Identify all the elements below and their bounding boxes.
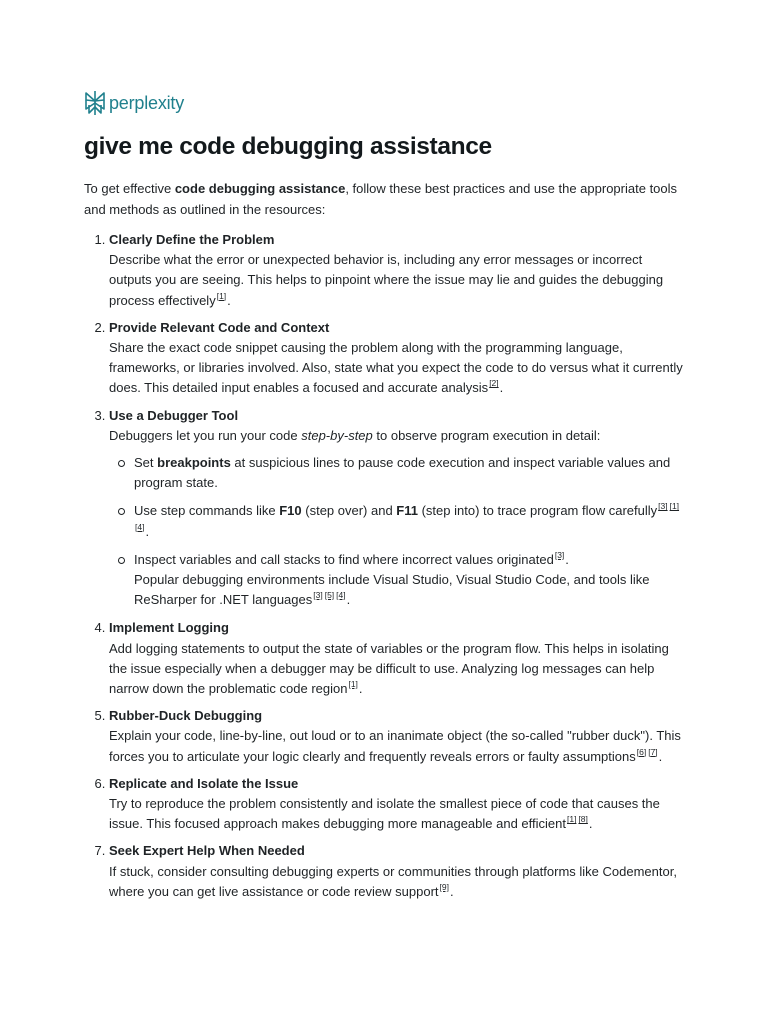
step-end: . (449, 883, 454, 899)
step-text-end: to observe program execution in detail: (372, 427, 601, 443)
intro-paragraph (84, 178, 684, 220)
brand-logo[interactable] (84, 86, 684, 120)
step-title: 4. Implement Logging (109, 620, 229, 636)
step-text: Add logging statements to output the state of variables or the program flow. This helps in isolating the issue especially when a debugger may be difficult to use. Analyzing log messages can help narrow down the problematic code region (109, 640, 669, 697)
bullet-bold: breakpoints (157, 455, 231, 471)
citation-link[interactable]: [4] (336, 590, 346, 601)
bullet-bold: F11 (396, 503, 418, 519)
citation-link[interactable]: [8] (578, 814, 588, 825)
brand-name: perplexity (109, 92, 185, 113)
step-item (109, 406, 684, 611)
step-body (109, 862, 684, 902)
intro-text-end: , follow these best practices and use the appropriate tools and methods as outlined in the resources: (84, 181, 678, 217)
step-body (109, 726, 684, 766)
citation-link[interactable]: [3] (313, 590, 323, 601)
bullet-end: . (145, 523, 150, 539)
citation-link[interactable]: [7] (648, 746, 658, 757)
page-title: give me code debugging assistance (84, 133, 492, 160)
citation-link[interactable]: [1] (216, 290, 227, 301)
step-body (109, 639, 684, 700)
step-text: Share the exact code snippet causing the problem along with the programming language, frameworks, or libraries involved. Also, state what you expect the code to do versus what it currently does. This detailed input enables a focused and accurate analysis (109, 340, 683, 396)
step-item (109, 230, 684, 311)
citation-link[interactable]: [1] (566, 814, 577, 825)
perplexity-logo-icon (84, 90, 106, 116)
steps-list (84, 230, 684, 902)
citation-link[interactable]: [9] (439, 881, 449, 892)
step-end: . (658, 748, 663, 764)
citation-link[interactable]: [3] (658, 501, 668, 512)
step-item (109, 774, 684, 835)
step-body (109, 426, 684, 446)
bullet-item (117, 550, 684, 611)
step-title: 1. Clearly Define the Problem (109, 232, 275, 247)
bullet-item (117, 501, 684, 541)
step-title: 6. Replicate and Isolate the Issue (109, 775, 299, 791)
step-title: 7. Seek Expert Help When Needed (109, 843, 305, 859)
step-item (109, 841, 684, 902)
step-body (109, 338, 684, 399)
intro-bold: code debugging assistance (174, 181, 346, 196)
step-item (109, 318, 684, 399)
step-end: . (588, 816, 593, 832)
bullet-text-mid: (step over) and (301, 503, 397, 519)
step-end: . (499, 380, 504, 396)
bullet-item (117, 453, 684, 493)
citation-link[interactable]: [1] (669, 501, 680, 512)
bullet-text: Use step commands like (134, 503, 280, 519)
step-title: 3. Use a Debugger Tool (109, 407, 239, 423)
intro-text: To get effective (84, 181, 175, 196)
step-body (109, 250, 684, 311)
step-text: If stuck, consider consulting debugging experts or communities through platforms like Codementor, where you can get live assistance or code review support (109, 863, 677, 899)
bullet-end: . (565, 551, 569, 567)
bullet-continuation: Popular debugging environments include Visual Studio, Visual Studio Code, and tools like ReSharper for .NET languages (134, 572, 650, 608)
step-title: 5. Rubber-Duck Debugging (109, 708, 263, 724)
bullet-end: . (346, 592, 351, 608)
citation-link[interactable]: [5] (324, 590, 335, 601)
step-italic: step-by-step (301, 427, 373, 443)
document (84, 86, 684, 909)
step-end: . (358, 681, 363, 697)
citation-link[interactable]: [2] (489, 378, 499, 389)
step-text: Describe what the error or unexpected behavior is, including any error messages or incorrect outputs you are seeing. This helps to pinpoint where the issue may lie and guides the debugging process effectively (109, 252, 664, 308)
citation-link[interactable]: [3] (554, 549, 565, 560)
bullet-text-end: at suspicious lines to pause code execution and inspect variable values and program state. (134, 455, 671, 491)
citation-link[interactable]: [4] (135, 521, 145, 532)
step-item (109, 706, 684, 767)
step-title: 2. Provide Relevant Code and Context (109, 319, 330, 335)
bullet-text: Set (134, 455, 158, 471)
step-text: Debuggers let you run your code (109, 427, 302, 443)
step-text: Explain your code, line-by-line, out loud or to an inanimate object (the so-called "rubber duck"). This forces you to articulate your logic clearly and frequently reveals errors or faulty assumptions (109, 728, 681, 764)
bullet-text-end: (step into) to trace program flow carefully (417, 503, 658, 519)
step-body (109, 794, 684, 834)
step-end: . (227, 292, 231, 308)
bullet-bold: F10 (279, 503, 302, 519)
bullet-text: Inspect variables and call stacks to find where incorrect values originated (134, 551, 554, 567)
debugger-bullets (109, 453, 684, 610)
citation-link[interactable]: [6] (636, 746, 647, 757)
step-text: Try to reproduce the problem consistently and isolate the smallest piece of code that causes the issue. This focused approach makes debugging more manageable and efficient (109, 796, 660, 832)
citation-link[interactable]: [1] (348, 679, 358, 690)
step-item (109, 618, 684, 699)
